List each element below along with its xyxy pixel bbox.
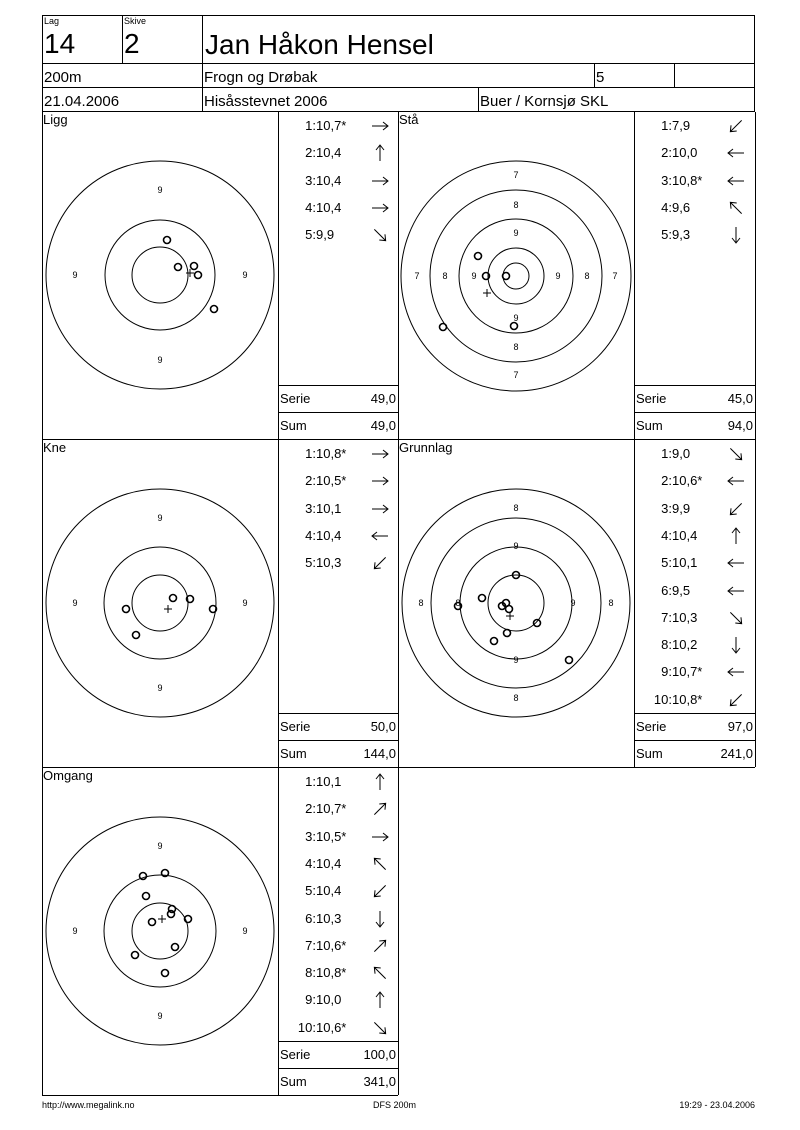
shot-row: [634, 610, 755, 625]
skive-label: Skive: [124, 16, 147, 26]
shot-value: 10,5*: [316, 828, 347, 844]
svg-text:9: 9: [157, 1011, 163, 1021]
direction-arrow-icon: [726, 445, 746, 466]
direction-arrow-icon: [726, 582, 746, 603]
shot-value: 9,6: [672, 199, 691, 215]
shot-row: [634, 145, 755, 160]
svg-text:9: 9: [242, 926, 248, 936]
svg-text:7: 7: [612, 271, 618, 281]
shot-row: [634, 528, 755, 543]
shot-hole: [164, 237, 171, 244]
shot-value: 10,1: [316, 774, 342, 789]
shot-value: 10,4: [316, 145, 342, 161]
shot-value: 10,1: [316, 500, 342, 516]
direction-arrow-icon: [370, 500, 390, 521]
distance: 200m: [44, 69, 82, 86]
shot-number: 2:: [305, 145, 316, 161]
shot-number: 3:: [305, 500, 316, 516]
target-omgang: [42, 768, 278, 1095]
shooter-name: Jan Håkon Hensel: [205, 29, 434, 60]
shot-row: [634, 173, 755, 188]
shot-row: [278, 774, 398, 789]
svg-text:7: 7: [513, 170, 519, 180]
section-label-ligg: Ligg: [43, 112, 68, 127]
shot-row: [278, 965, 398, 980]
shot-number: 2:: [661, 145, 672, 161]
shot-value: 10,0: [672, 145, 698, 161]
shot-hole: [195, 272, 202, 279]
section-label-sta: Stå: [399, 112, 419, 127]
svg-text:9: 9: [242, 598, 248, 608]
shot-list-ligg: [278, 112, 398, 382]
direction-arrow-icon: [726, 472, 746, 493]
shot-value: 10,6*: [672, 473, 703, 489]
shot-value: 10,4: [316, 199, 342, 215]
svg-text:9: 9: [157, 683, 163, 693]
section-label-kne: Kne: [43, 440, 67, 455]
ring-label: 9: [72, 270, 78, 280]
svg-text:8: 8: [513, 342, 519, 352]
target-sta: [398, 112, 634, 439]
shot-number: 5:: [305, 227, 316, 243]
shot-number: 4:: [305, 527, 316, 543]
direction-arrow-icon: [370, 199, 390, 220]
shot-number: 4:: [305, 855, 316, 871]
direction-arrow-icon: [370, 800, 390, 821]
shot-number: 10:: [297, 1019, 316, 1035]
direction-arrow-icon: [726, 663, 746, 684]
shot-value: 9,9: [316, 227, 335, 243]
direction-arrow-icon: [370, 855, 390, 876]
section-label-grunnlag: Grunnlag: [399, 440, 453, 455]
shot-number: 7:: [305, 937, 316, 953]
svg-text:8: 8: [442, 271, 448, 281]
shot-row: [278, 118, 398, 133]
shot-value: 10,3: [316, 555, 342, 571]
svg-text:8: 8: [418, 598, 424, 608]
direction-arrow-icon: [726, 527, 746, 548]
direction-arrow-icon: [370, 910, 390, 931]
svg-text:9: 9: [570, 598, 576, 608]
shot-row: [634, 473, 755, 488]
svg-text:9: 9: [471, 271, 477, 281]
shot-value: 10,3: [672, 609, 698, 625]
svg-text:8: 8: [513, 693, 519, 703]
target-ligg-rings: [42, 112, 278, 439]
shot-number: 2:: [661, 473, 672, 489]
shot-number: 1:: [661, 118, 672, 133]
shot-value: 10,4: [316, 172, 342, 188]
shot-value: 10,3: [316, 910, 342, 926]
ring-label: 9: [157, 185, 163, 195]
shot-row: [278, 992, 398, 1007]
shot-number: 10:: [653, 691, 672, 707]
direction-arrow-icon: [370, 1019, 390, 1040]
shot-row: [634, 501, 755, 516]
shot-number: 2:: [305, 473, 316, 489]
shot-value: 9,3: [672, 227, 691, 243]
svg-text:9: 9: [513, 655, 519, 665]
svg-text:8: 8: [608, 598, 614, 608]
ring-label: 9: [157, 355, 163, 365]
shot-row: [278, 911, 398, 926]
lag-number: 14: [44, 28, 76, 59]
shot-row: [278, 145, 398, 160]
shot-value: 10,4: [316, 527, 342, 543]
shot-value: 10,4: [316, 883, 342, 899]
shot-number: 5:: [305, 883, 316, 899]
shot-number: 1:: [305, 118, 316, 133]
shot-row: [634, 227, 755, 242]
footer-url[interactable]: http://www.megalink.no: [42, 1100, 135, 1110]
direction-arrow-icon: [726, 226, 746, 247]
svg-text:9: 9: [513, 228, 519, 238]
target-grunnlag: [398, 440, 634, 767]
shot-value: 10,5*: [316, 473, 347, 489]
direction-arrow-icon: [726, 117, 746, 138]
direction-arrow-icon: [370, 554, 390, 575]
svg-text:7: 7: [513, 370, 519, 380]
shot-list-grunnlag: [634, 440, 755, 712]
shot-hole: [191, 263, 198, 270]
svg-text:9: 9: [157, 841, 163, 851]
shot-row: [278, 938, 398, 953]
club: Frogn og Drøbak: [204, 69, 318, 86]
shot-value: 10,8*: [316, 965, 347, 981]
svg-text:8: 8: [584, 271, 590, 281]
shot-row: [278, 1020, 398, 1035]
shot-number: 4:: [305, 199, 316, 215]
shot-number: 7:: [661, 609, 672, 625]
shot-list-kne: [278, 440, 398, 710]
direction-arrow-icon: [726, 609, 746, 630]
direction-arrow-icon: [370, 445, 390, 466]
shot-value: 10,7*: [316, 801, 347, 817]
direction-arrow-icon: [726, 636, 746, 657]
shot-number: 3:: [305, 828, 316, 844]
svg-text:9: 9: [513, 541, 519, 551]
svg-text:9: 9: [72, 926, 78, 936]
direction-arrow-icon: [370, 527, 390, 548]
direction-arrow-icon: [726, 500, 746, 521]
direction-arrow-icon: [726, 199, 746, 220]
svg-text:7: 7: [414, 271, 420, 281]
svg-text:8: 8: [513, 503, 519, 513]
shot-number: 3:: [305, 172, 316, 188]
footer-timestamp: 19:29 - 23.04.2006: [679, 1100, 755, 1110]
shot-row: [278, 227, 398, 242]
shot-value: 10,6*: [316, 1019, 347, 1035]
shot-number: 6:: [305, 910, 316, 926]
date: 21.04.2006: [44, 93, 120, 110]
shot-row: [278, 446, 398, 461]
direction-arrow-icon: [370, 472, 390, 493]
shot-value: 10,7*: [316, 118, 347, 133]
direction-arrow-icon: [370, 937, 390, 958]
shot-row: [278, 801, 398, 816]
shot-hole: [211, 306, 218, 313]
shot-number: 1:: [305, 446, 316, 461]
shot-number: 8:: [661, 637, 672, 653]
shot-row: [278, 856, 398, 871]
svg-text:9: 9: [157, 513, 163, 523]
shot-value: 7,9: [672, 118, 691, 133]
direction-arrow-icon: [370, 226, 390, 247]
direction-arrow-icon: [370, 882, 390, 903]
footer-program: DFS 200m: [373, 1100, 417, 1110]
shot-number: 1:: [305, 774, 316, 789]
shot-value: 10,6*: [316, 937, 347, 953]
direction-arrow-icon: [370, 117, 390, 138]
direction-arrow-icon: [726, 691, 746, 712]
shot-number: 6:: [661, 582, 672, 598]
shot-number: 2:: [305, 801, 316, 817]
svg-text:9: 9: [72, 598, 78, 608]
shot-value: 9,5: [672, 582, 691, 598]
svg-text:8: 8: [455, 598, 461, 608]
shot-value: 10,1: [672, 555, 698, 571]
shot-list-sta: [634, 112, 755, 382]
direction-arrow-icon: [370, 172, 390, 193]
shot-number: 3:: [661, 172, 672, 188]
shot-number: 1:: [661, 446, 672, 461]
shot-row: [278, 501, 398, 516]
shot-row: [278, 200, 398, 215]
shot-row: [278, 829, 398, 844]
shot-value: 10,2: [672, 637, 698, 653]
shot-value: 10,8*: [672, 691, 703, 707]
shot-number: 5:: [305, 555, 316, 571]
svg-text:8: 8: [513, 200, 519, 210]
lag-label: Lag: [44, 16, 60, 26]
shot-hole: [175, 264, 182, 271]
event-name: Hisåsstevnet 2006: [204, 93, 328, 110]
direction-arrow-icon: [370, 991, 390, 1012]
shot-number: 5:: [661, 227, 672, 243]
shot-value: 10,0: [316, 992, 342, 1008]
direction-arrow-icon: [370, 144, 390, 165]
shot-row: [634, 637, 755, 652]
svg-text:9: 9: [555, 271, 561, 281]
direction-arrow-icon: [726, 172, 746, 193]
shot-row: [634, 555, 755, 570]
direction-arrow-icon: [726, 554, 746, 575]
shot-number: 9:: [305, 992, 316, 1008]
shot-row: [278, 173, 398, 188]
direction-arrow-icon: [370, 964, 390, 985]
shot-value: 9,9: [672, 500, 691, 516]
shot-row: [278, 473, 398, 488]
shot-row: [278, 528, 398, 543]
shot-number: 9:: [661, 664, 672, 680]
target-kne: [42, 440, 278, 767]
shot-row: [634, 664, 755, 679]
skive-number: 2: [124, 28, 140, 59]
shot-value: 10,4: [316, 855, 342, 871]
shot-row: [634, 446, 755, 461]
ring-label: 9: [242, 270, 248, 280]
shot-row: [634, 583, 755, 598]
shot-value: 10,4: [672, 527, 698, 543]
shot-value: 9,0: [672, 446, 691, 461]
shot-list-omgang: [278, 768, 398, 1040]
klasse: 5: [596, 69, 605, 86]
shot-row: [634, 118, 755, 133]
direction-arrow-icon: [370, 773, 390, 794]
shot-row: [634, 692, 755, 707]
shot-value: 10,8*: [672, 172, 703, 188]
shot-row: [634, 200, 755, 215]
svg-text:9: 9: [513, 313, 519, 323]
shot-row: [278, 883, 398, 898]
shot-row: [278, 555, 398, 570]
shot-number: 4:: [661, 527, 672, 543]
shot-value: 10,7*: [672, 664, 703, 680]
shot-value: 10,8*: [316, 446, 347, 461]
direction-arrow-icon: [370, 828, 390, 849]
shot-number: 8:: [305, 965, 316, 981]
organizer: Buer / Kornsjø SKL: [480, 93, 609, 110]
direction-arrow-icon: [726, 144, 746, 165]
shot-number: 5:: [661, 555, 672, 571]
shot-number: 4:: [661, 199, 672, 215]
shot-number: 3:: [661, 500, 672, 516]
section-label-omgang: Omgang: [43, 768, 93, 783]
